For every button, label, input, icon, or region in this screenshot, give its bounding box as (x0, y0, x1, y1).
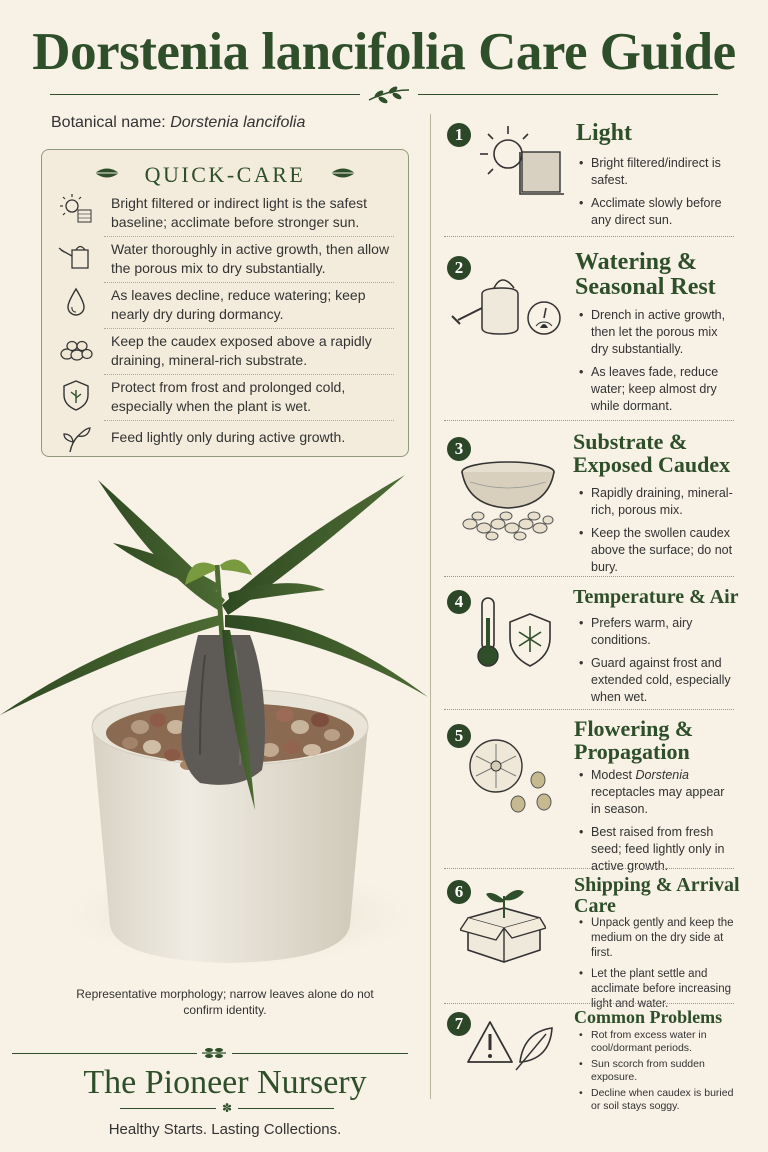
divider (444, 576, 734, 577)
bullet-item: • Rapidly draining, mineral-rich, porous mix. (577, 485, 737, 519)
bullet-item (577, 767, 737, 818)
botanical-name-line (51, 114, 305, 132)
plant-caption: Representative morphology; narrow leaves alone do not confirm identity. (76, 987, 374, 1017)
divider (104, 328, 394, 329)
bullet-list (577, 155, 737, 235)
ornament-icon: ✽ (222, 1101, 233, 1115)
title-rule-left (50, 94, 360, 95)
flower-seeds-icon (466, 736, 560, 818)
divider (444, 709, 734, 710)
bullet-list (577, 485, 737, 582)
footer-rule-right (232, 1053, 408, 1054)
sun-window-icon (476, 118, 566, 200)
plant-illustration (0, 465, 430, 985)
section-number: 4 (447, 590, 471, 614)
divider (444, 236, 734, 237)
seedling-icon (58, 422, 94, 456)
bullet-list (577, 1029, 737, 1116)
section-number: 6 (447, 880, 471, 904)
quick-care-text: As leaves decline, reduce watering; keep nearly dry during dormancy. (111, 287, 366, 322)
divider (104, 420, 394, 421)
bullet-list (577, 615, 737, 712)
shield-icon (58, 378, 94, 412)
quick-care-panel (41, 149, 409, 457)
divider (104, 236, 394, 237)
bullet-item: • Guard against frost and extended cold, especially when wet. (577, 655, 737, 706)
bullet-item: • Sun scorch from sudden exposure. (577, 1058, 737, 1084)
quick-care-text: Feed lightly only during active growth. (111, 429, 346, 445)
watering-can-gauge-icon (450, 270, 570, 342)
divider (444, 1003, 734, 1004)
section-number: 2 (447, 256, 471, 280)
thermometer-frost-icon (470, 594, 560, 670)
section-title: Common Problems (574, 1007, 723, 1027)
bullet-item: • Prefers warm, airy conditions. (577, 615, 737, 649)
pebbles-icon (58, 332, 94, 366)
quick-care-text: Bright filtered or indirect light is the safest baseline; acclimate before stronger sun. (111, 195, 368, 230)
sun-icon (58, 192, 94, 226)
section-title: Substrate & Exposed Caudex (573, 429, 731, 478)
bullet-item: • Acclimate slowly before any direct sun. (577, 195, 737, 229)
column-divider (430, 114, 431, 1099)
bullet-text: receptacles may appear in season. (591, 785, 725, 816)
section-title: Temperature & Air (573, 586, 739, 608)
box-seedling-icon (460, 884, 546, 964)
bullet-item: • Best raised from fresh seed; feed lightly only in active growth. (577, 824, 737, 875)
bullet-item: • As leaves fade, reduce water; keep almost dry while dormant. (577, 364, 737, 415)
bullet-item: • Bright filtered/indirect is safest. (577, 155, 737, 189)
bullet-list (577, 307, 737, 421)
divider (444, 420, 734, 421)
section-title: Flowering & Propagation (574, 716, 694, 765)
bullet-item: • Keep the swollen caudex above the surface; do not bury. (577, 525, 737, 576)
page-title: Dorstenia lancifolia Care Guide (32, 23, 736, 81)
section-title: Light (576, 120, 633, 146)
caudex (181, 635, 265, 785)
bullet-item: • Decline when caudex is buried or soil stays soggy. (577, 1087, 737, 1113)
divider (444, 868, 734, 869)
bullet-item: • Drench in active growth, then let the porous mix dry substantially. (577, 307, 737, 358)
section-number: 7 (447, 1012, 471, 1036)
bullet-item: • Rot from excess water in cool/dormant periods. (577, 1029, 737, 1055)
nursery-name: The Pioneer Nursery (83, 1064, 367, 1101)
footer-rule-left (12, 1053, 197, 1054)
sieve-pebbles-icon (458, 458, 560, 546)
botanical-name: Dorstenia lancifolia (170, 114, 306, 131)
watering-can-icon (58, 240, 94, 274)
section-number: 3 (447, 437, 471, 461)
bullet-list (577, 767, 737, 881)
footer-rule-2-left (120, 1108, 216, 1109)
botanical-label: Botanical name: (51, 114, 166, 131)
water-drop-icon (58, 286, 94, 320)
warning-leaf-icon (466, 1018, 556, 1074)
section-number: 1 (447, 123, 471, 147)
title-rule-right (418, 94, 718, 95)
quick-care-text: Water thoroughly in active growth, then allow the porous mix to dry substantially. (111, 241, 390, 276)
bullet-emphasis: Dorstenia (635, 768, 689, 782)
bullet-item: • Unpack gently and keep the medium on the dry side at first. (577, 916, 737, 961)
section-title: Shipping & Arrival Care (574, 874, 740, 917)
quick-care-text: Protect from frost and prolonged cold, especially when the plant is wet. (111, 379, 346, 414)
divider (104, 282, 394, 283)
bullet-text: Modest (591, 768, 636, 782)
footer-rule-2-right (238, 1108, 334, 1109)
section-title: Watering & Seasonal Rest (575, 249, 716, 301)
divider (104, 374, 394, 375)
bullet-item: • Let the plant settle and acclimate before increasing light and water. (577, 967, 737, 1012)
quick-care-text: Keep the caudex exposed above a rapidly draining, mineral-rich substrate. (111, 333, 372, 368)
section-number: 5 (447, 724, 471, 748)
sprig-icon (367, 86, 411, 104)
tagline: Healthy Starts. Lasting Collections. (108, 1121, 342, 1138)
leaf-icon (330, 166, 356, 180)
sprig-icon (200, 1046, 228, 1060)
quick-care-heading: QUICK-CARE (144, 162, 306, 187)
